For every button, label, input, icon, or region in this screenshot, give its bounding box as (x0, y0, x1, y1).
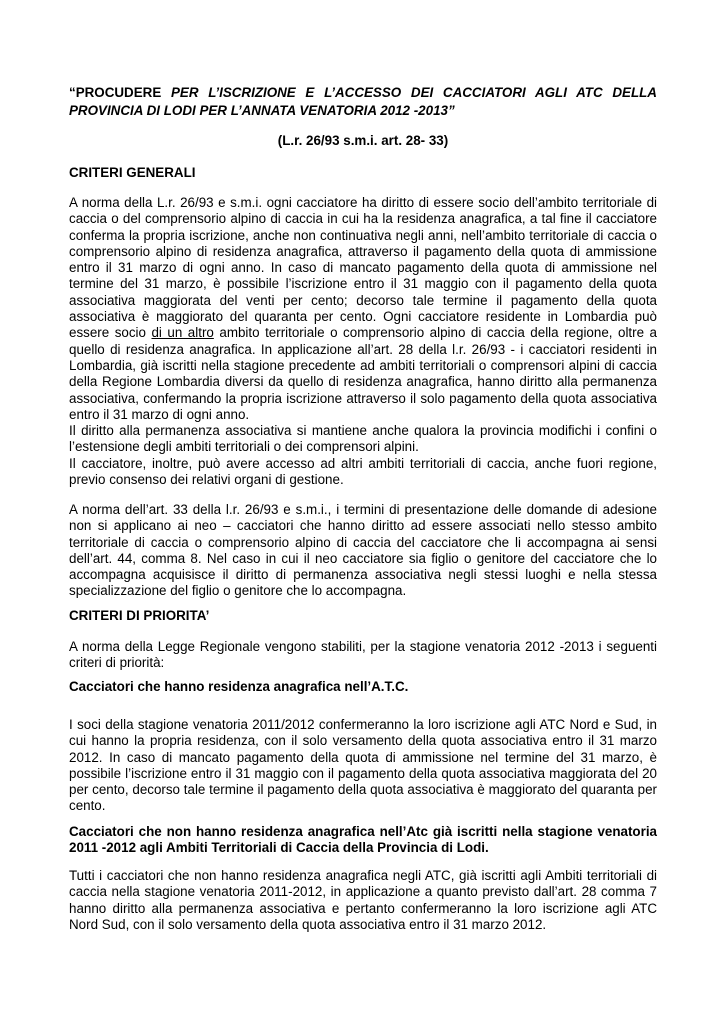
paragraph-general-2: Il cacciatore, inoltre, può avere accesso ad altri ambiti territoriali di caccia, anche fuori regione, previo consenso dei relativi organi di gestione. (69, 456, 657, 488)
title-italic-part: PER L’ISCRIZIONE E L’ACCESSO DEI CACCIATORI AGLI ATC DELLA PROVINCIA DI LODI PER L’ANNATA VENATORIA 2012 -2013” (69, 85, 657, 118)
subheading-residenti: Cacciatori che hanno residenza anagrafica nell’A.T.C. (69, 679, 409, 694)
heading-criteri-priorita: CRITERI DI PRIORITA’ (69, 608, 210, 623)
paragraph-general-1 (69, 195, 657, 456)
law-reference: (L.r. 26/93 s.m.i. art. 28- 33) (277, 133, 449, 148)
paragraph-general-3: A norma dell’art. 33 della l.r. 26/93 e s.m.i., i termini di presentazione delle domande di adesione non si applicano ai neo – cacciatori che hanno diritto ad essere associati nello stesso ambito territoriale di caccia o comprensorio alpino di caccia del cacciatore che li accompagna ai sensi dell’art. 44, comma 8. Nel caso in cui il neo cacciatore sia figlio o genitore del cacciatore che lo accompagna acquisisce il diritto di permanenza associativa negli stessi luoghi e nella stessa specializzazione del figlio o genitore che lo accompagna. (69, 502, 657, 599)
title-opening: “PROCUDERE (69, 85, 162, 100)
paragraph-general-1-continuation: Il diritto alla permanenza associativa si mantiene anche qualora la provincia modifichi i confini o l’estensione degli ambiti territoriali o dei comprensori alpini. (69, 423, 657, 455)
paragraph-priority-intro: A norma della Legge Regionale vengono stabiliti, per la stagione venatoria 2012 -2013 i seguenti criteri di priorità: (69, 639, 657, 671)
heading-criteri-generali: CRITERI GENERALI (69, 165, 196, 180)
subheading-non-residenti: Cacciatori che non hanno residenza anagrafica nell’Atc già iscritti nella stagione venatoria 2011 -2012 agli Ambiti Territoriali di Caccia della Provincia di Lodi. (69, 824, 657, 856)
underlined-phrase: di un altro (151, 325, 214, 341)
document-title (69, 84, 657, 119)
paragraph-residenti: I soci della stagione venatoria 2011/2012 confermeranno la loro iscrizione agli ATC Nord e Sud, in cui hanno la propria residenza, con il solo versamento della quota associativa entro il 31 marzo 2012. In caso di mancato pagamento della quota di ammissione nel termine del 31 marzo, è possibile l’iscrizione entro il 31 maggio con il pagamento della quota associativa maggiorata del 20 per cento, decorso tale termine il pagamento della quota associativa è maggiorato del quaranta per cento. (69, 717, 657, 814)
paragraph-general-1-text-b: ambito territoriale o comprensorio alpino di caccia della regione, oltre a quello di residenza anagrafica. In applicazione all’art. 28 della l.r. 26/93 - i cacciatori residenti in Lombardia, già iscritti nella stagione precedente ad ambiti territoriali o comprensori alpini di caccia della Regione Lombardia diversi da quello di residenza anagrafica, hanno diritto alla permanenza associativa, confermando la propria iscrizione attraverso il solo pagamento della quota associativa entro il 31 marzo di ogni anno. (69, 325, 657, 422)
paragraph-general-1-text-a: A norma della L.r. 26/93 e s.m.i. ogni cacciatore ha diritto di essere socio dell’ambito territoriale di caccia o del comprensorio alpino di caccia in cui ha la residenza anagrafica, a tal fine il cacciatore conferma la propria iscrizione, anche non continuativa negli anni, nell’ambito territoriale di caccia o comprensorio alpino di residenza anagrafica, attraverso il pagamento della quota di ammissione entro il 31 marzo di ogni anno. In caso di mancato pagamento della quota di ammissione nel termine del 31 marzo, è possibile l’iscrizione entro il 31 maggio con il pagamento della quota associativa maggiorata del venti per cento; decorso tale termine il pagamento della quota associativa è maggiorato del quaranta per cento. Ogni cacciatore residente in Lombardia può essere socio (69, 195, 657, 341)
paragraph-non-residenti: Tutti i cacciatori che non hanno residenza anagrafica negli ATC, già iscritti agli Ambiti territoriali di caccia nella stagione venatoria 2011-2012, in applicazione a quanto previsto dall’art. 28 comma 7 hanno diritto alla permanenza associativa e pertanto confermeranno la loro iscrizione agli ATC Nord Sud, con il solo versamento della quota associativa entro il 31 marzo 2012. (69, 868, 657, 932)
